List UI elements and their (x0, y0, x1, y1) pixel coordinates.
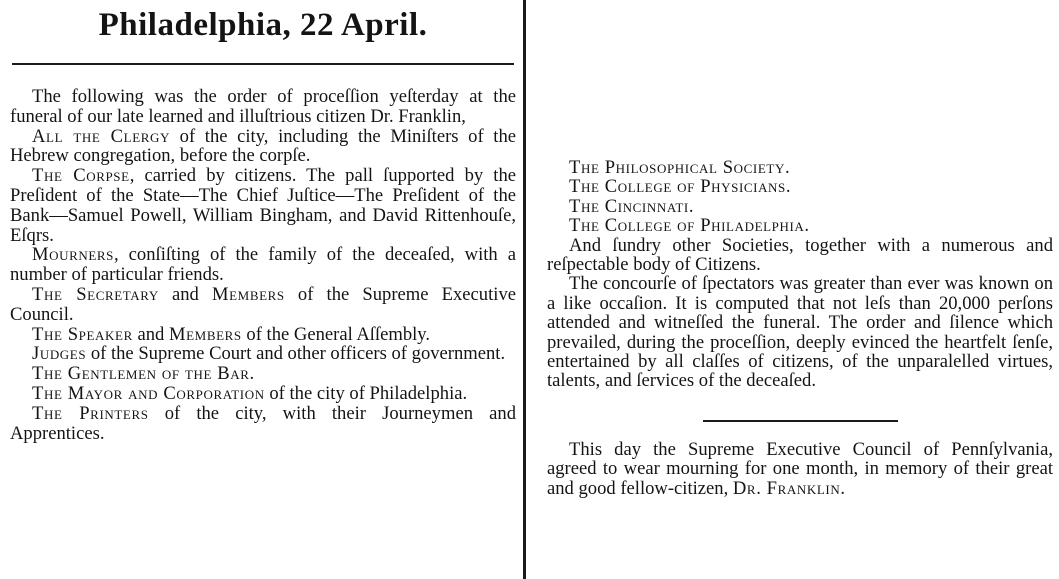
intro-paragraph: The following was the order of proceſſion yeſterday at the funeral of our late learned and illuſtrious citizen Dr. Franklin, (10, 86, 516, 127)
heading-rule (12, 63, 514, 65)
procession-item-philosophical-society: The Philosophical Society. (569, 158, 790, 178)
procession-item-bar: The Gentlemen of the Bar. (32, 363, 255, 385)
blank-area (527, 0, 1059, 158)
procession-item-assembly: The Speaker and Members of the General Aſſembly. (32, 323, 431, 345)
procession-item-judges: Judges of the Supreme Court and other officers of government. (32, 343, 506, 365)
procession-item-corpse: The Corpse, carried by citizens. The pall ſupported by the Preſident of the State—The Chief Juſtice—The Preſident of the Bank—Samuel Powell, William Bingham, and David Rittenhouſe, Eſqrs. (10, 165, 516, 246)
procession-item-cincinnati: The Cincinnati. (569, 195, 694, 217)
left-column (10, 0, 516, 579)
concourse-paragraph: The concourſe of ſpectators was greater than ever was known on a like occaſion. It is computed that not leſs than 20,000 perſons attended and witneſſed the funeral. The order and ſilence which prevailed, during the proceſſion, deeply evinced the heartfelt ſenſe, entertained by all claſſes of citizens, of the unparalelled virtues, talents, and ſervices of the deceaſed. (547, 273, 1053, 392)
column-divider (523, 0, 526, 579)
right-column (547, 158, 1053, 579)
dateline-heading: Philadelphia, 22 April. (98, 7, 428, 43)
procession-item-printers: The Printers of the city, with their Journeymen and Apprentices. (10, 402, 516, 444)
procession-item-council: The Secretary and Members of the Supreme Executive Council. (10, 283, 516, 325)
procession-item-clergy: All the Clergy of the city, including the Miniſters of the Hebrew congregation, before the corpſe. (10, 125, 516, 167)
procession-item-mourners: Mourners, conſiſting of the family of the deceaſed, with a number of particular friends. (10, 244, 516, 286)
procession-item-physicians: The College of Physicians. (569, 176, 791, 198)
procession-item-mayor: The Mayor and Corporation of the city of Philadelphia. (32, 382, 468, 404)
procession-item-college: The College of Philadelphia. (569, 215, 810, 237)
mourning-notice-paragraph: This day the Supreme Executive Council of Pennſylvania, agreed to wear mourning for one month, in memory of their great and good fellow-citizen, Dr. Franklin. (547, 438, 1053, 499)
sundry-societies-paragraph: And ſundry other Societies, together with a numerous and reſpectable body of Citizens. (547, 234, 1053, 276)
section-rule (703, 420, 898, 422)
